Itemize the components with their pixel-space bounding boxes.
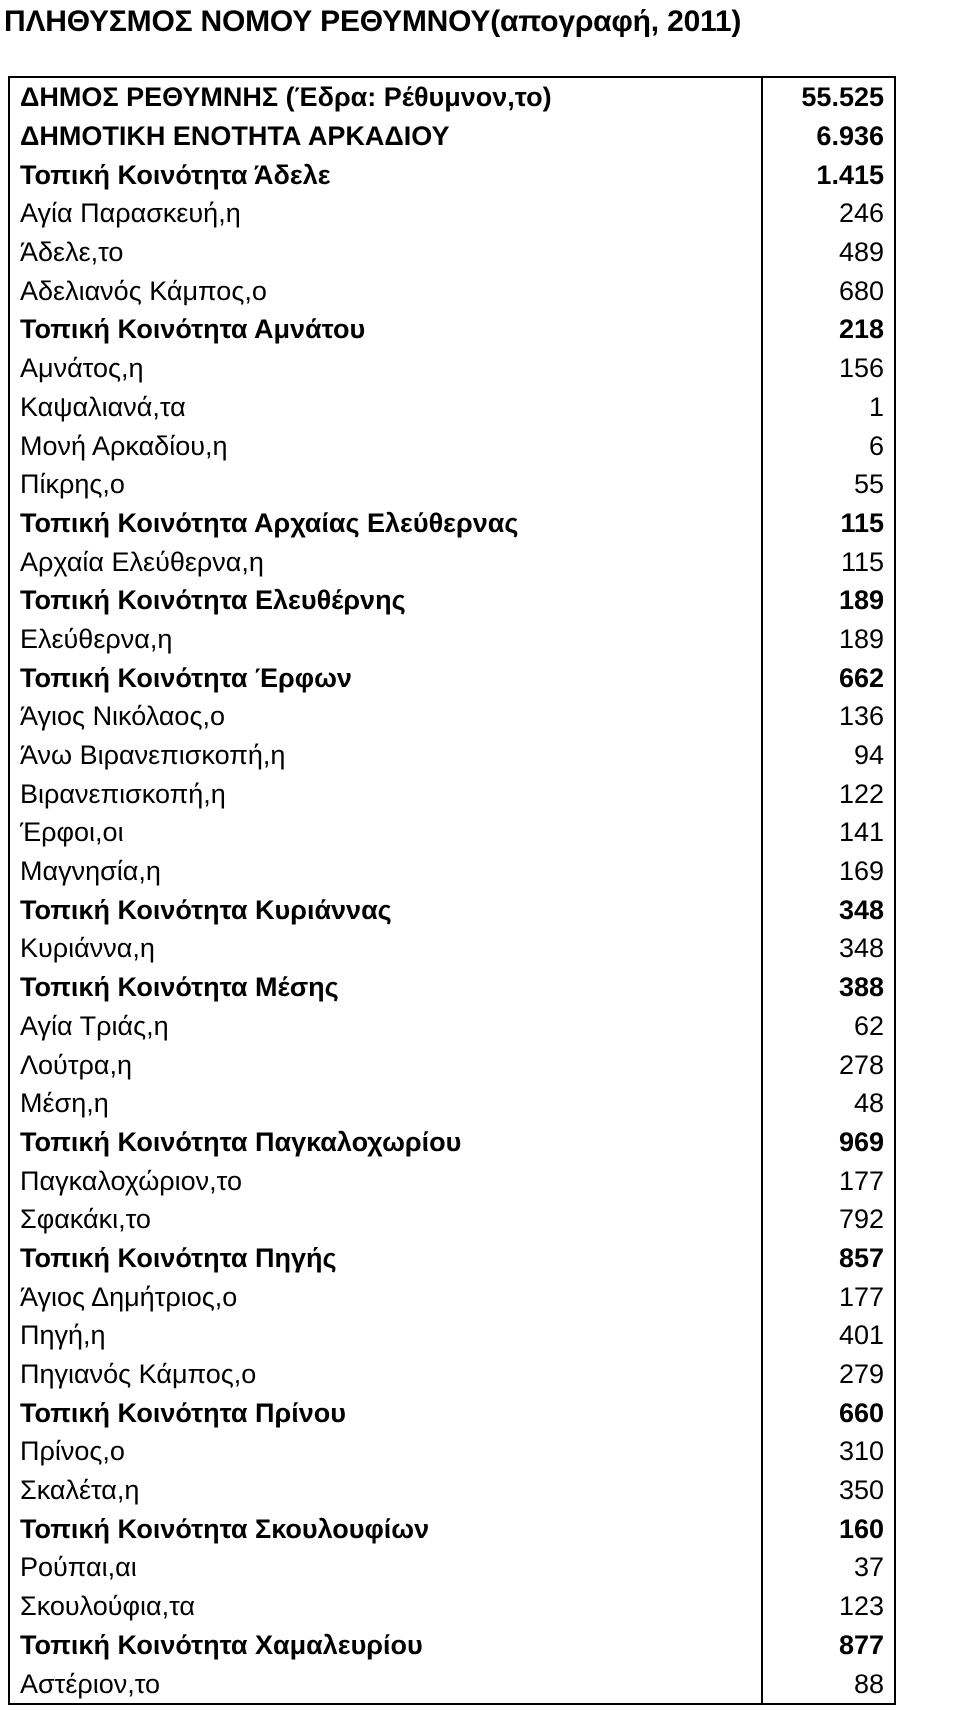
place-name-cell: Τοπική Κοινότητα Έρφων xyxy=(20,662,352,693)
table-row xyxy=(9,1355,895,1394)
place-name-cell: Αγία Τριάς,η xyxy=(20,1010,169,1041)
place-name-cell: Κυριάννα,η xyxy=(20,933,155,964)
table-row xyxy=(9,1084,895,1123)
place-name-cell: Έρφοι,οι xyxy=(20,817,124,848)
population-table xyxy=(8,76,896,1705)
population-value-cell: 6.936 xyxy=(762,117,895,156)
population-value-cell: 388 xyxy=(762,968,895,1007)
population-value-cell: 218 xyxy=(762,310,895,349)
population-value-cell: 246 xyxy=(762,194,895,233)
place-name-cell: Ρούπαι,αι xyxy=(20,1552,137,1583)
table-row xyxy=(9,310,895,349)
place-name-cell: Μέση,η xyxy=(20,1088,109,1119)
population-value-cell: 55 xyxy=(762,465,895,504)
population-value-cell: 62 xyxy=(762,1007,895,1046)
table-row xyxy=(9,1045,895,1084)
population-value-cell: 660 xyxy=(762,1393,895,1432)
place-name-cell: Τοπική Κοινότητα Χαμαλευρίου xyxy=(20,1629,423,1660)
population-value-cell: 177 xyxy=(762,1161,895,1200)
population-value-cell: 115 xyxy=(762,542,895,581)
table-row xyxy=(9,1161,895,1200)
place-name-cell: Τοπική Κοινότητα Αρχαίας Ελεύθερνας xyxy=(20,507,519,538)
table-row xyxy=(9,697,895,736)
population-value-cell: 662 xyxy=(762,658,895,697)
place-name-cell: Τοπική Κοινότητα Ελευθέρνης xyxy=(20,585,406,616)
population-value-cell: 37 xyxy=(762,1548,895,1587)
population-value-cell: 310 xyxy=(762,1432,895,1471)
table-row xyxy=(9,117,895,156)
population-value-cell: 55.525 xyxy=(762,77,895,117)
table-row xyxy=(9,1432,895,1471)
place-name-cell: Τοπική Κοινότητα Αμνάτου xyxy=(20,314,366,345)
place-name-cell: Τοπική Κοινότητα Σκουλουφίων xyxy=(20,1513,430,1544)
population-value-cell: 279 xyxy=(762,1355,895,1394)
population-value-cell: 1 xyxy=(762,388,895,427)
table-row xyxy=(9,813,895,852)
place-name-cell: Τοπική Κοινότητα Παγκαλοχωρίου xyxy=(20,1126,462,1157)
population-value-cell: 122 xyxy=(762,774,895,813)
place-name-cell: Παγκαλοχώριον,το xyxy=(20,1165,242,1196)
table-row xyxy=(9,736,895,775)
population-value-cell: 141 xyxy=(762,813,895,852)
place-name-cell: Πηγή,η xyxy=(20,1320,106,1351)
table-row xyxy=(9,194,895,233)
population-value-cell: 94 xyxy=(762,736,895,775)
place-name-cell: Άγιος Νικόλαος,ο xyxy=(20,701,225,732)
table-row xyxy=(9,1239,895,1278)
place-name-cell: Αμνάτος,η xyxy=(20,353,144,384)
table-row xyxy=(9,774,895,813)
population-value-cell: 160 xyxy=(762,1509,895,1548)
table-row xyxy=(9,155,895,194)
place-name-cell: Βιρανεπισκοπή,η xyxy=(20,778,226,809)
population-value-cell: 169 xyxy=(762,852,895,891)
place-name-cell: Αστέριον,το xyxy=(20,1668,161,1699)
place-name-cell: Σκαλέτα,η xyxy=(20,1475,140,1506)
table-row xyxy=(9,1548,895,1587)
population-value-cell: 115 xyxy=(762,504,895,543)
table-row xyxy=(9,1277,895,1316)
place-name-cell: Ελεύθερνα,η xyxy=(20,623,173,654)
population-table-body xyxy=(9,77,895,1704)
population-value-cell: 278 xyxy=(762,1045,895,1084)
table-row xyxy=(9,233,895,272)
table-row xyxy=(9,388,895,427)
population-value-cell: 1.415 xyxy=(762,155,895,194)
table-row xyxy=(9,465,895,504)
table-row xyxy=(9,1316,895,1355)
population-value-cell: 189 xyxy=(762,581,895,620)
table-row xyxy=(9,929,895,968)
population-value-cell: 348 xyxy=(762,890,895,929)
table-row xyxy=(9,1123,895,1162)
population-value-cell: 88 xyxy=(762,1664,895,1704)
population-value-cell: 348 xyxy=(762,929,895,968)
place-name-cell: Τοπική Κοινότητα Μέσης xyxy=(20,972,339,1003)
population-value-cell: 156 xyxy=(762,349,895,388)
population-value-cell: 177 xyxy=(762,1277,895,1316)
population-value-cell: 401 xyxy=(762,1316,895,1355)
population-value-cell: 877 xyxy=(762,1626,895,1665)
population-value-cell: 189 xyxy=(762,620,895,659)
place-name-cell: Άνω Βιρανεπισκοπή,η xyxy=(20,740,286,771)
place-name-cell: Τοπική Κοινότητα Κυριάννας xyxy=(20,894,392,925)
table-row xyxy=(9,426,895,465)
population-value-cell: 350 xyxy=(762,1471,895,1510)
place-name-cell: ΔΗΜΟΣ ΡΕΘΥΜΝΗΣ (Έδρα: Ρέθυμνον,το) xyxy=(20,82,552,113)
place-name-cell: Τοπική Κοινότητα Πηγής xyxy=(20,1242,337,1273)
place-name-cell: Αδελιανός Κάμπος,ο xyxy=(20,275,267,306)
table-row xyxy=(9,581,895,620)
table-row xyxy=(9,542,895,581)
table-row xyxy=(9,271,895,310)
place-name-cell: Πηγιανός Κάμπος,ο xyxy=(20,1359,257,1390)
population-value-cell: 792 xyxy=(762,1200,895,1239)
table-row xyxy=(9,1471,895,1510)
table-row xyxy=(9,1393,895,1432)
population-value-cell: 136 xyxy=(762,697,895,736)
table-row xyxy=(9,620,895,659)
place-name-cell: Άγιος Δημήτριος,ο xyxy=(20,1281,238,1312)
table-row xyxy=(9,1509,895,1548)
table-row xyxy=(9,1200,895,1239)
table-row xyxy=(9,1007,895,1046)
place-name-cell: Μονή Αρκαδίου,η xyxy=(20,430,228,461)
table-row xyxy=(9,1587,895,1626)
place-name-cell: Τοπική Κοινότητα Πρίνου xyxy=(20,1397,346,1428)
population-value-cell: 969 xyxy=(762,1123,895,1162)
place-name-cell: Τοπική Κοινότητα Άδελε xyxy=(20,159,331,190)
population-value-cell: 489 xyxy=(762,233,895,272)
table-row xyxy=(9,968,895,1007)
place-name-cell: Άδελε,το xyxy=(20,237,124,268)
place-name-cell: Αγία Παρασκευή,η xyxy=(20,198,241,229)
table-row xyxy=(9,852,895,891)
place-name-cell: Σφακάκι,το xyxy=(20,1204,151,1235)
place-name-cell: Σκουλούφια,τα xyxy=(20,1591,196,1622)
place-name-cell: Πρίνος,ο xyxy=(20,1436,125,1467)
table-row xyxy=(9,658,895,697)
population-value-cell: 6 xyxy=(762,426,895,465)
table-row xyxy=(9,890,895,929)
population-value-cell: 680 xyxy=(762,271,895,310)
table-row xyxy=(9,77,895,117)
place-name-cell: Αρχαία Ελεύθερνα,η xyxy=(20,546,264,577)
place-name-cell: Μαγνησία,η xyxy=(20,856,161,887)
population-value-cell: 123 xyxy=(762,1587,895,1626)
population-value-cell: 857 xyxy=(762,1239,895,1278)
place-name-cell: Πίκρης,ο xyxy=(20,469,125,500)
population-value-cell: 48 xyxy=(762,1084,895,1123)
place-name-cell: ΔΗΜΟΤΙΚΗ ΕΝΟΤΗΤΑ ΑΡΚΑΔΙΟΥ xyxy=(20,121,450,152)
place-name-cell: Λούτρα,η xyxy=(20,1049,132,1080)
table-row xyxy=(9,1664,895,1704)
table-row xyxy=(9,349,895,388)
table-row xyxy=(9,504,895,543)
table-row xyxy=(9,1626,895,1665)
page-title: ΠΛΗΘΥΣΜΟΣ ΝΟΜΟΥ ΡΕΘΥΜΝΟΥ(απογραφή, 2011) xyxy=(4,5,742,38)
place-name-cell: Καψαλιανά,τα xyxy=(20,391,186,422)
